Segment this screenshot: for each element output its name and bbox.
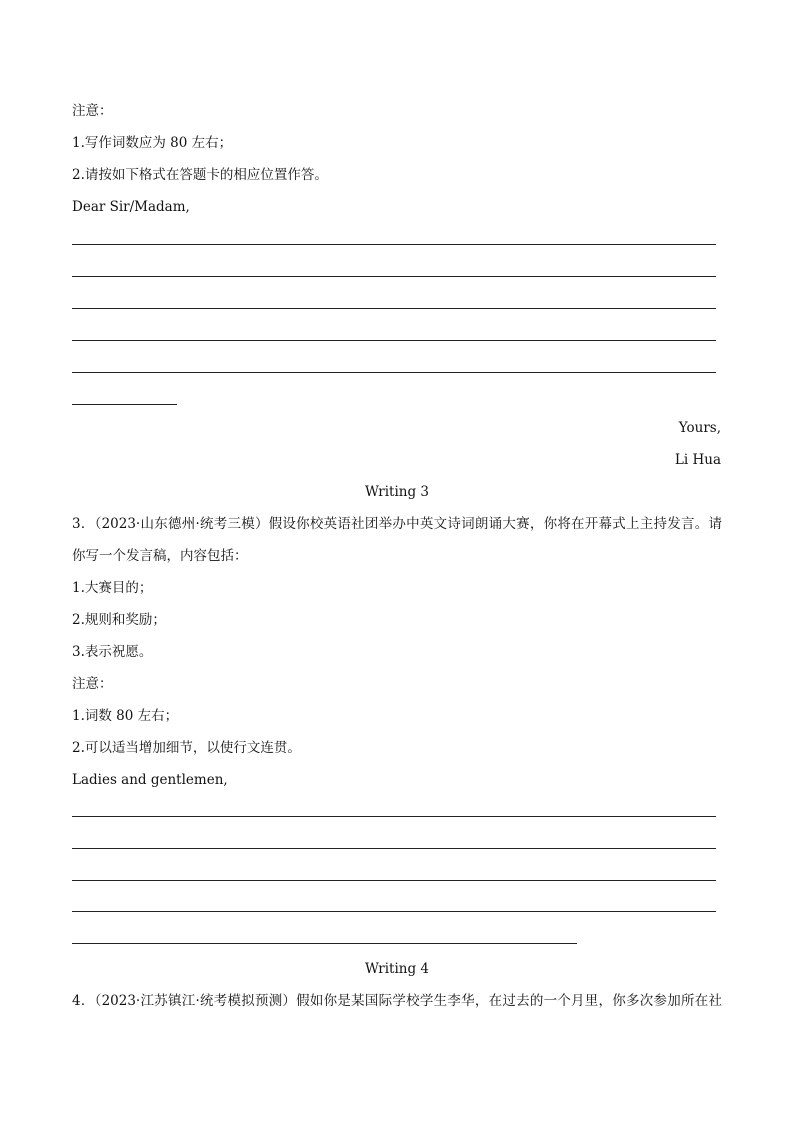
answer-line: [72, 372, 716, 373]
letter-closing: Yours,: [678, 420, 721, 436]
answer-line-short: [72, 943, 577, 944]
note-item-2: 2.请按如下格式在答题卡的相应位置作答。: [72, 167, 328, 183]
section-title-writing-4: Writing 4: [365, 961, 429, 977]
answer-line: [72, 244, 716, 245]
answer-line-short: [72, 404, 177, 405]
answer-line: [72, 880, 716, 881]
prompt-line: 你写一个发言稿，内容包括：: [72, 548, 248, 564]
notes-heading: 注意：: [72, 103, 113, 119]
prompt-line: 3．（2023·山东德州·统考三模）假设你校英语社团举办中英文诗词朗诵大赛，你将在开幕式上主持发言。请: [72, 516, 722, 532]
speech-salutation: Ladies and gentlemen,: [72, 772, 228, 788]
answer-line: [72, 276, 716, 277]
section-title-writing-3: Writing 3: [365, 484, 429, 500]
note-item-1: 1.词数 80 左右；: [72, 708, 179, 724]
note-item-2: 2.可以适当增加细节，以使行文连贯。: [72, 740, 301, 756]
answer-line: [72, 816, 716, 817]
notes-heading: 注意：: [72, 676, 113, 692]
letter-signature: Li Hua: [674, 452, 721, 468]
content-item-2: 2.规则和奖励；: [72, 612, 166, 628]
prompt-line: 4．（2023·江苏镇江·统考模拟预测）假如你是某国际学校学生李华，在过去的一个月里，你多次参加所在社: [72, 993, 722, 1009]
answer-line: [72, 340, 716, 341]
note-item-1: 1.写作词数应为 80 左右；: [72, 135, 233, 151]
content-item-3: 3.表示祝愿。: [72, 644, 153, 660]
letter-salutation: Dear Sir/Madam,: [72, 199, 190, 215]
answer-line: [72, 848, 716, 849]
answer-line: [72, 308, 716, 309]
content-item-1: 1.大赛目的；: [72, 580, 153, 596]
answer-line: [72, 911, 716, 912]
